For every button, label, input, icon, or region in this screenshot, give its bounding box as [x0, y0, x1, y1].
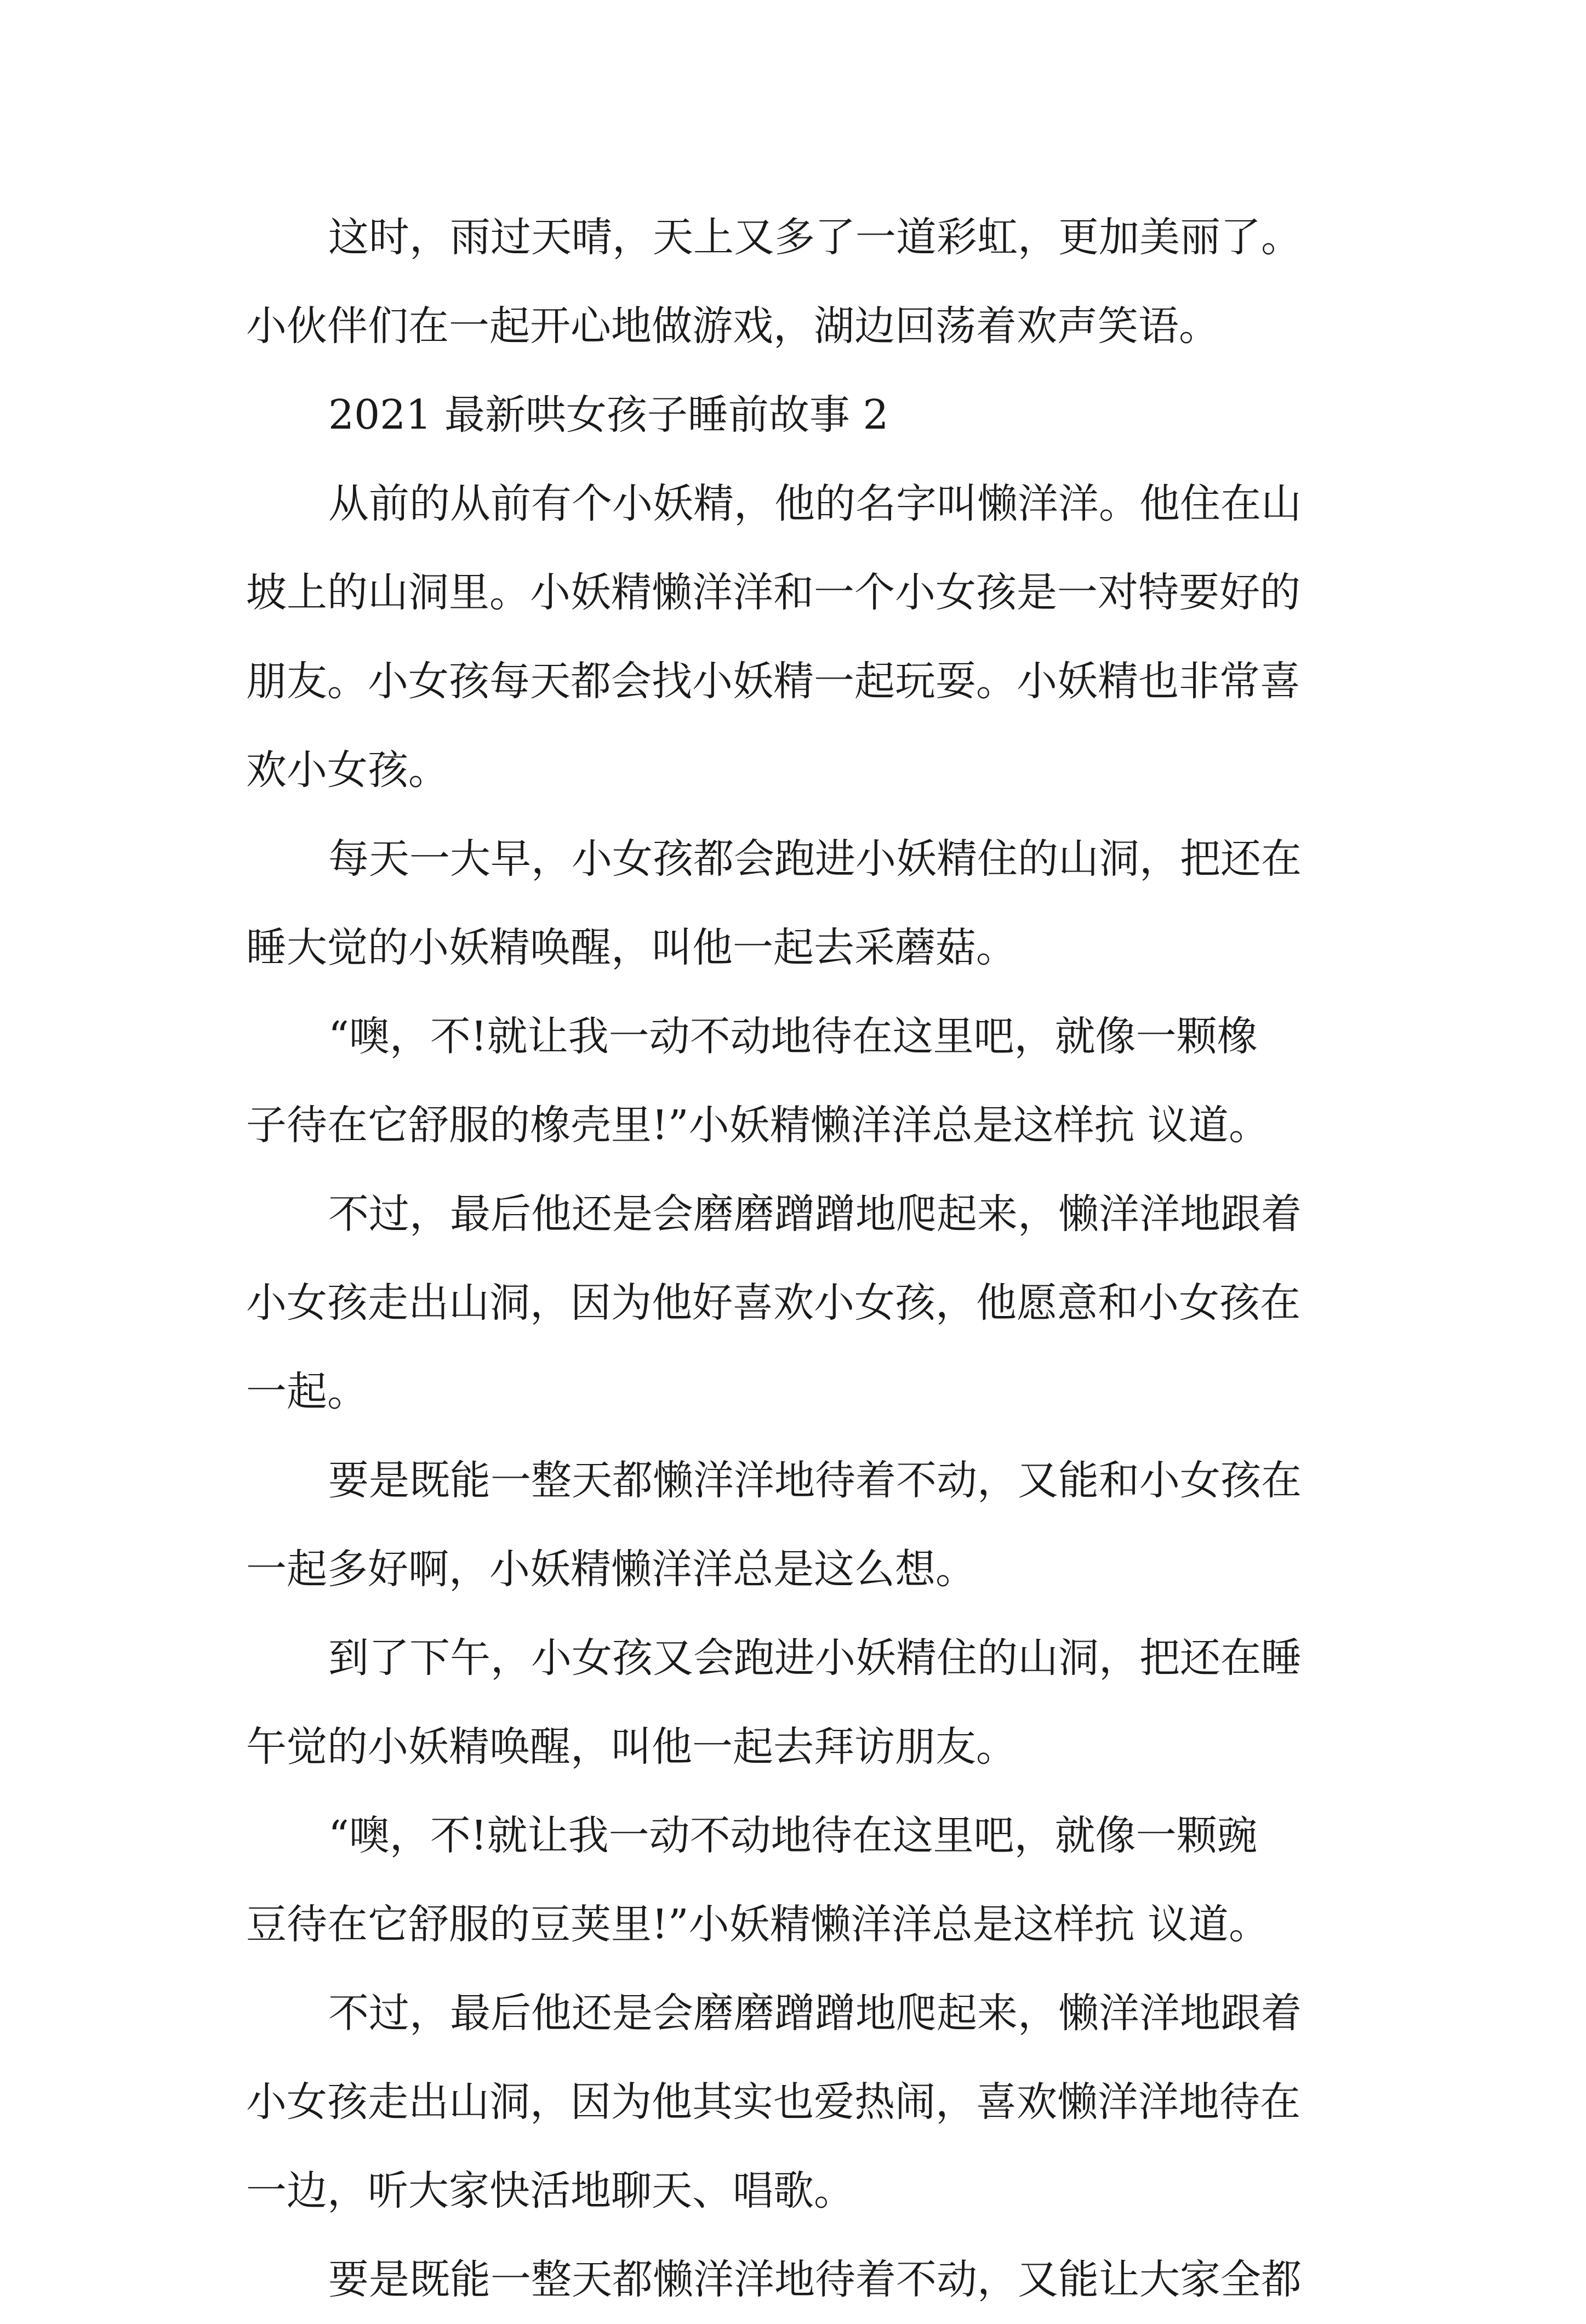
text-line: 不过，最后他还是会磨磨蹭蹭地爬起来，懒洋洋地跟着 [328, 1191, 1302, 1238]
text-line: 要是既能一整天都懒洋洋地待着不动，又能让大家全都 [328, 2256, 1302, 2303]
text-line: 不过，最后他还是会磨磨蹭蹭地爬起来，懒洋洋地跟着 [328, 1990, 1302, 2037]
text-line: 要是既能一整天都懒洋洋地待着不动，又能和小女孩在 [328, 1457, 1302, 1504]
text-line: 一起多好啊，小妖精懒洋洋总是这么想。 [246, 1546, 976, 1593]
text-line: 每天一大早，小女孩都会跑进小妖精住的山洞，把还在 [328, 835, 1302, 882]
text-line: 小女孩走出山洞，因为他好喜欢小女孩，他愿意和小女孩在 [246, 1279, 1300, 1326]
text-line: 一起。 [246, 1368, 368, 1415]
text-line: 坡上的山洞里。小妖精懒洋洋和一个小女孩是一对特要好的 [246, 569, 1300, 616]
text-line: 从前的从前有个小妖精，他的名字叫懒洋洋。他住在山 [328, 480, 1302, 527]
text-line: 午觉的小妖精唤醒，叫他一起去拜访朋友。 [246, 1723, 1017, 1770]
text-line: 睡大觉的小妖精唤醒，叫他一起去采蘑菇。 [246, 924, 1017, 971]
document-body [246, 193, 1359, 2324]
text-line: “噢，不!就让我一动不动地待在这里吧，就像一颗豌 [328, 1812, 1258, 1859]
section-heading: 2021 最新哄女孩子睡前故事 2 [328, 391, 889, 438]
text-line: 到了下午，小女孩又会跑进小妖精住的山洞，把还在睡 [328, 1634, 1302, 1682]
text-line: 欢小女孩。 [246, 747, 449, 794]
text-line: 小伙伴们在一起开心地做游戏，湖边回荡着欢声笑语。 [246, 303, 1219, 350]
text-line: 一边，听大家快活地聊天、唱歌。 [246, 2167, 854, 2214]
text-line: “噢，不!就让我一动不动地待在这里吧，就像一颗橡 [328, 1013, 1258, 1060]
text-line: 这时，雨过天晴，天上又多了一道彩虹，更加美丽了。 [328, 214, 1302, 261]
text-line: 子待在它舒服的橡壳里!”小妖精懒洋洋总是这样抗 议道。 [246, 1102, 1270, 1149]
text-line: 豆待在它舒服的豆荚里!”小妖精懒洋洋总是这样抗 议道。 [246, 1901, 1270, 1948]
text-line: 小女孩走出山洞，因为他其实也爱热闹，喜欢懒洋洋地待在 [246, 2078, 1300, 2126]
text-line: 朋友。小女孩每天都会找小妖精一起玩耍。小妖精也非常喜 [246, 658, 1300, 705]
